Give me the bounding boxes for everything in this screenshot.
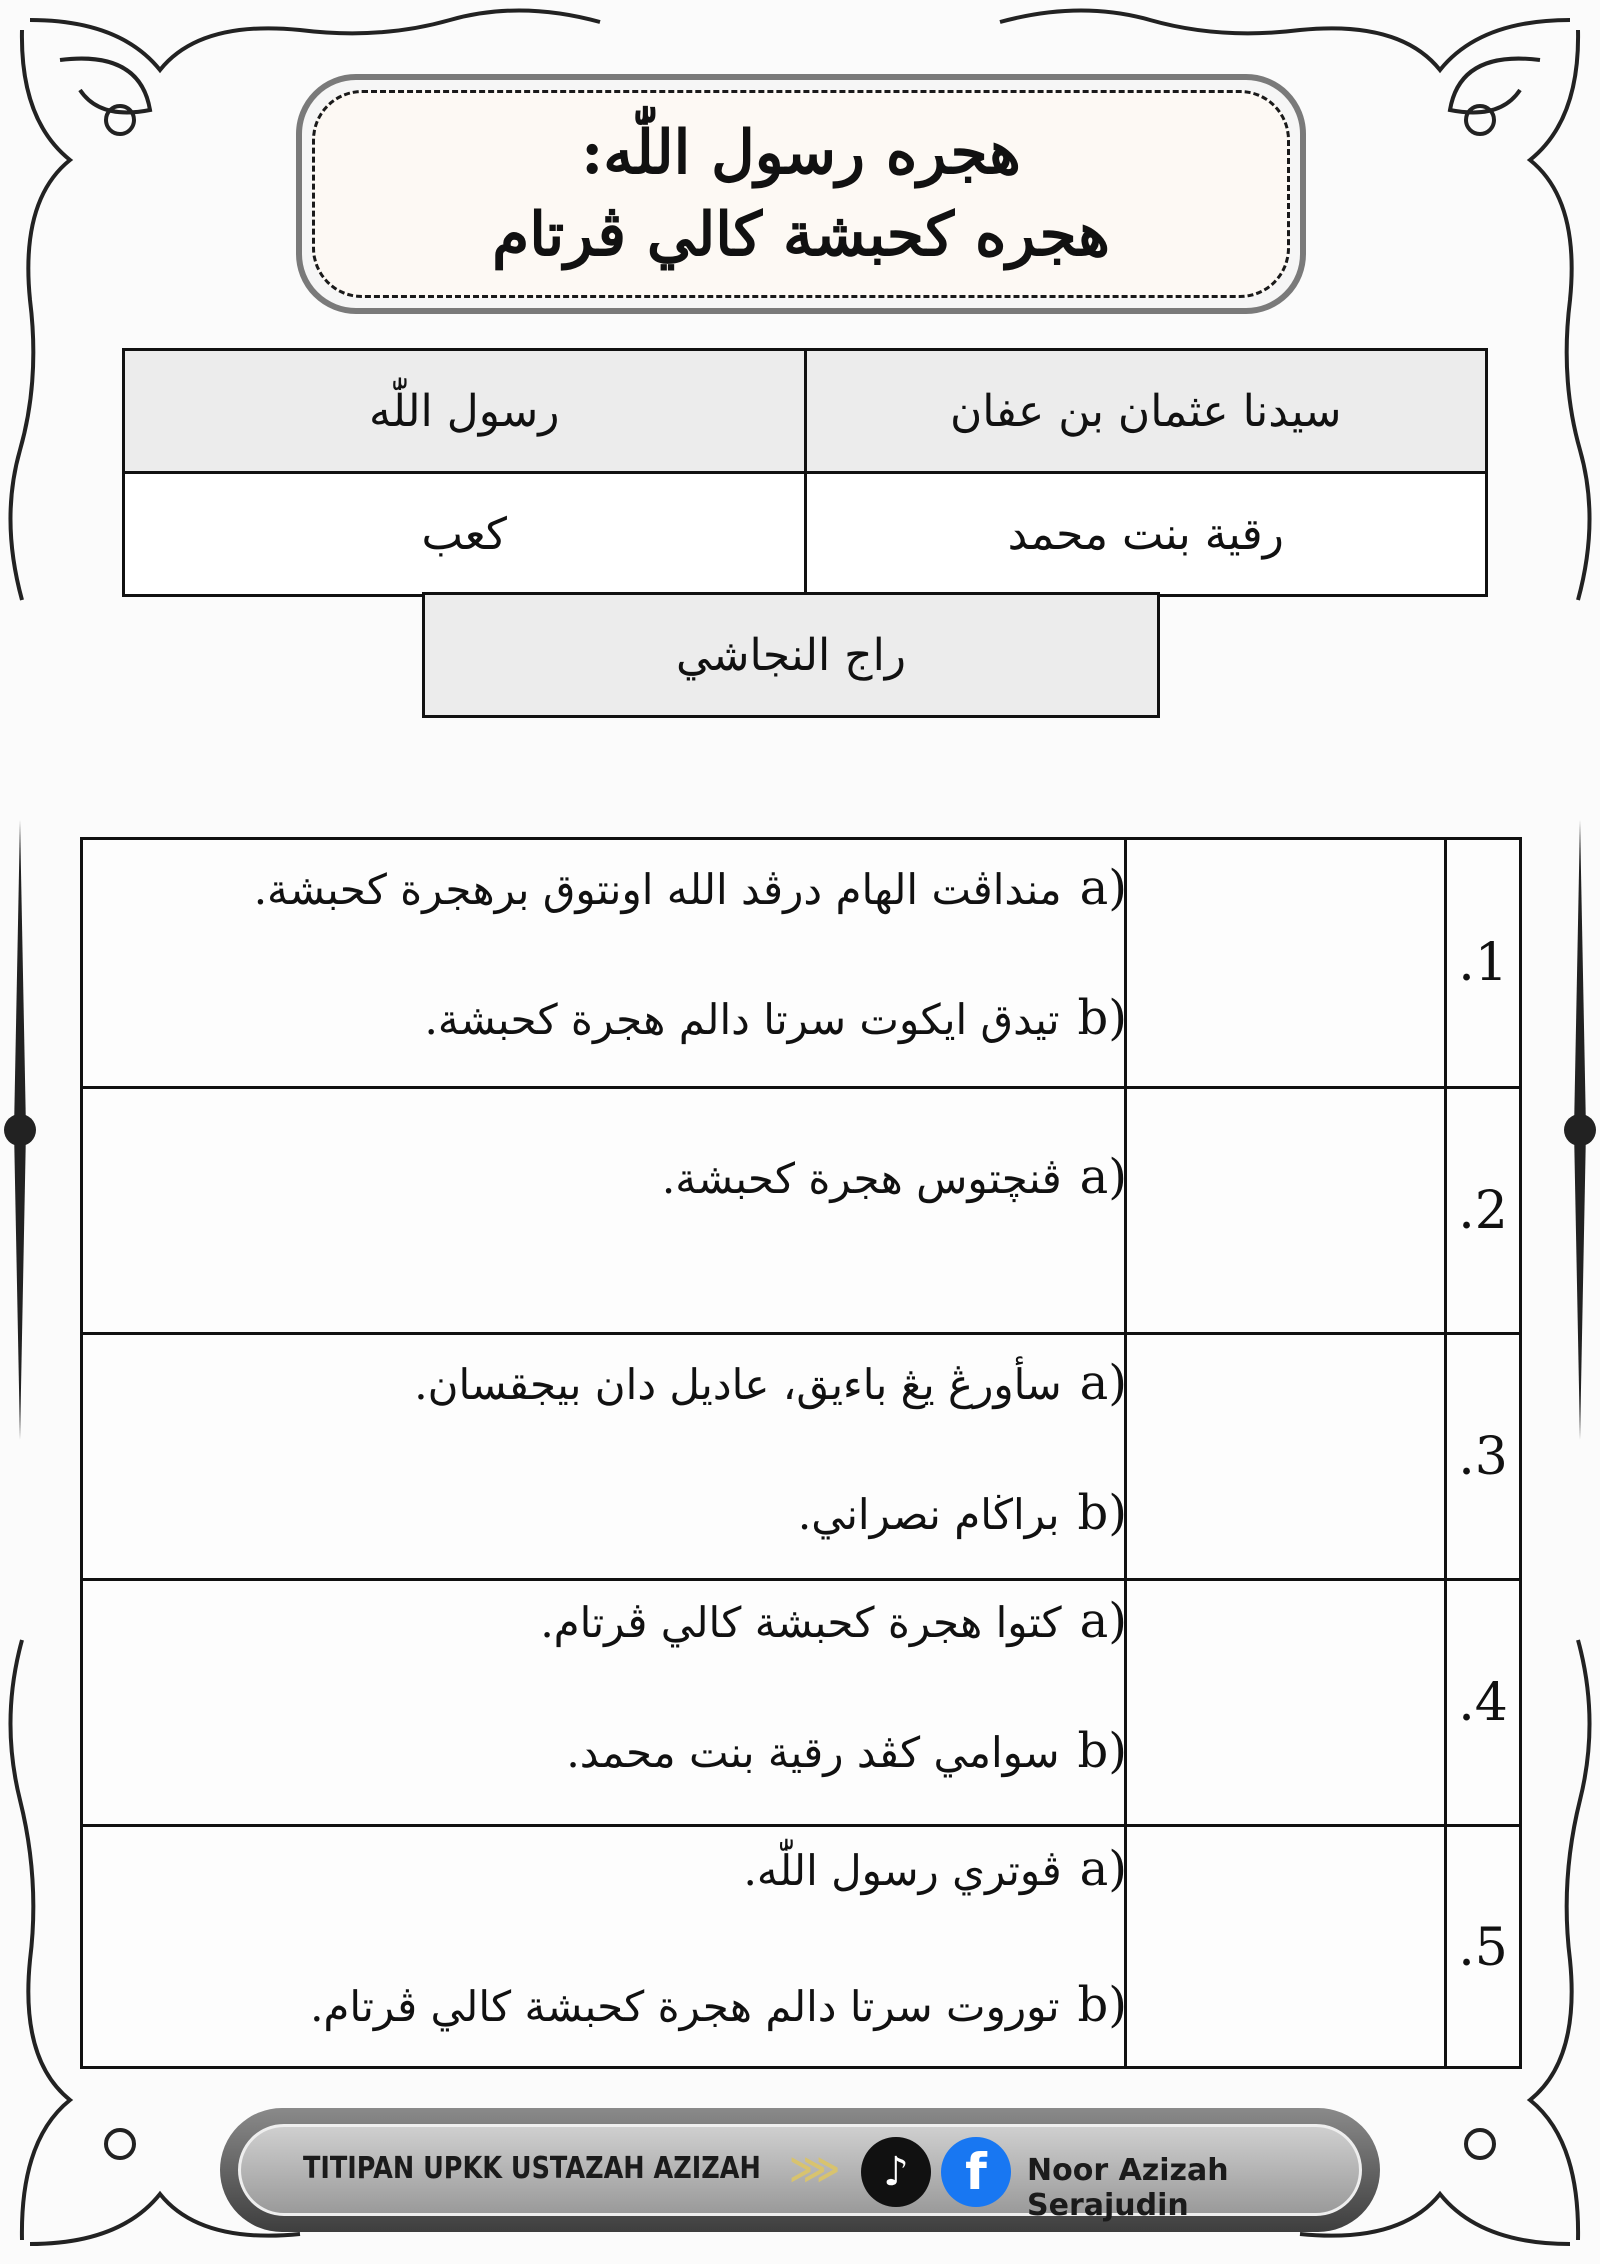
item-text: براڬام نصراني. (797, 1490, 1060, 1539)
table-row (83, 840, 1519, 1086)
title-inner (312, 90, 1290, 298)
title-line-2: هجره كحبشة كالي ڤرتام (492, 200, 1110, 270)
table-row (83, 1824, 1519, 2069)
footer-banner (180, 2098, 1420, 2248)
list-item (113, 1593, 1127, 1649)
footer-inner (238, 2124, 1362, 2223)
info-cell-uthman: سيدنا عثمان بن عفان (805, 350, 1487, 473)
list-item (113, 1485, 1127, 1541)
info-cell-rasulullah: رسول اللّٰه (124, 350, 806, 473)
item-text: ڤنچتوس هجرة كحبشة. (661, 1154, 1062, 1203)
list-item (113, 1149, 1127, 1205)
item-text: توروت سرتا دالم هجرة كحبشة كالي ڤرتام. (310, 1982, 1060, 2031)
list-item (113, 1723, 1127, 1779)
table-row (83, 1086, 1519, 1332)
item-letter: a) (1079, 1593, 1127, 1649)
title-line-1: هجره رسول اللّٰه: (581, 118, 1021, 188)
double-arrow-icon: ⋙ (789, 2149, 841, 2190)
table-row (83, 1578, 1519, 1824)
item-letter: b) (1077, 990, 1127, 1046)
item-text: سأورڠ يڠ باءيق، عاديل دان بيجقسان. (414, 1360, 1062, 1409)
facebook-name-link[interactable]: Noor Azizah Serajudin (1027, 2153, 1229, 2223)
facebook-icon[interactable]: f (941, 2137, 1011, 2207)
item-letter: a) (1079, 1355, 1127, 1411)
list-item (113, 1355, 1127, 1411)
row-number: .5 (1458, 1918, 1508, 1978)
row-number: .2 (1458, 1180, 1508, 1241)
matching-table (80, 837, 1522, 2069)
item-text: ڤوتري رسول اللّٰه. (743, 1846, 1062, 1895)
info-cell-ruqayyah: رقية بنت محمد (805, 473, 1487, 596)
title-box (296, 74, 1306, 314)
item-letter: b) (1077, 1977, 1127, 2033)
info-table (122, 348, 1488, 597)
table-row (83, 1332, 1519, 1578)
list-item (113, 990, 1127, 1046)
item-text: سوامي كڤد رقية بنت محمد. (566, 1728, 1060, 1777)
info-cell-kaab: كعب (124, 473, 806, 596)
item-text: منداڤت الهام درڤد الله اونتوق برهجرة كحبشة. (253, 865, 1062, 914)
list-item (113, 860, 1127, 916)
footer-credit: TITIPAN UPKK USTAZAH AZIZAH (303, 2151, 761, 2186)
tiktok-icon[interactable]: ♪ (861, 2137, 931, 2207)
item-letter: a) (1079, 1841, 1127, 1897)
item-text: تيدق ايكوت سرتا دالم هجرة كحبشة. (424, 995, 1060, 1044)
row-number: .4 (1458, 1672, 1508, 1733)
list-item (113, 1977, 1127, 2033)
item-letter: b) (1077, 1485, 1127, 1541)
row-number: .3 (1458, 1426, 1508, 1487)
info-cell-najashi: راج النجاشي (422, 592, 1160, 718)
item-letter: a) (1079, 860, 1127, 916)
item-letter: b) (1077, 1723, 1127, 1779)
item-text: كتوا هجرة كحبشة كالي ڤرتام. (540, 1598, 1062, 1647)
row-number: .1 (1458, 933, 1508, 993)
list-item (113, 1841, 1127, 1897)
item-letter: a) (1079, 1149, 1127, 1205)
